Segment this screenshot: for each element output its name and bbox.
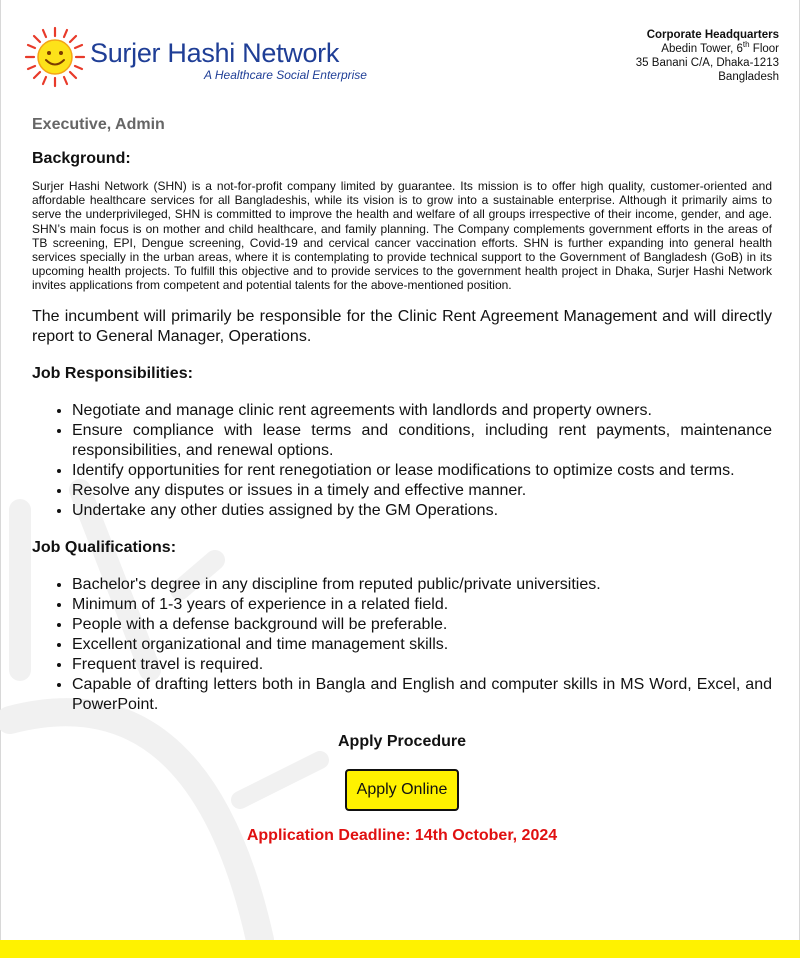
background-text: Surjer Hashi Network (SHN) is a not-for-profit company limited by guarantee. Its mission is to offer high quality, customer-oriented and affordable healthcare services for all Bangladeshis, while its vision is to grow into a sustainable enterprise. Although it primarily aims to serve the underprivileged, SHN is committed to improve the health and welfare of all groups irrespective of their income, gender, and age. SHN’s main focus is on mother and child healthcare, and family planning. The Company complements government efforts in the areas of TB screening, EPI, Dengue screening, Covid-19 and cervical cancer vaccination efforts. SHN is further expanding into general health services specially in the urban areas, where it is contemplating to provide technical support to the Government of Bangladesh (GoB) in its upcoming health projects. To fulfill this objective and to provide services to the government health project in Dhaka, Surjer Hashi Network invites applications from competent and potential talents for the above-mentioned position. (32, 179, 772, 293)
apply-procedure-heading: Apply Procedure (337, 732, 467, 750)
brand-logo (24, 26, 384, 86)
list-item: • People with a defense background will be preferable. (72, 615, 772, 635)
apply-button-wrap (32, 769, 772, 811)
list-item: • Undertake any other duties assigned by the GM Operations. (72, 501, 772, 521)
list-item: • Identify opportunities for rent renegotiation or lease modifications to optimize costs and terms. (72, 461, 772, 481)
footer-yellow-bar (0, 940, 800, 958)
hq-line-3: Bangladesh (718, 71, 779, 83)
list-item: • Negotiate and manage clinic rent agreements with landlords and property owners. (72, 401, 772, 421)
hq-line-1-sup: th (742, 40, 750, 50)
qualifications-list (32, 575, 772, 715)
hq-line-1-text: Abedin Tower, 6 (661, 43, 743, 55)
list-item: • Bachelor's degree in any discipline from reputed public/private universities. (72, 575, 772, 595)
apply-online-button[interactable]: Apply Online (345, 769, 460, 811)
list-item: • Excellent organizational and time management skills. (72, 635, 772, 655)
hq-line-1 (636, 42, 779, 56)
incumbent-text: The incumbent will primarily be responsible for the Clinic Rent Agreement Management and will directly report to General Manager, Operations. (32, 307, 772, 345)
list-item: • Ensure compliance with lease terms and conditions, including rent payments, maintenance responsibilities, and renewal options. (72, 421, 772, 461)
job-title: Executive, Admin (32, 116, 165, 133)
background-heading: Background: (32, 150, 131, 167)
hq-line-2: 35 Banani C/A, Dhaka-1213 (635, 57, 779, 69)
headquarters-address (636, 28, 779, 84)
list-item: • Resolve any disputes or issues in a timely and effective manner. (72, 481, 772, 501)
main-content (32, 116, 772, 845)
list-item: • Frequent travel is required. (72, 655, 772, 675)
application-deadline: Application Deadline: 14th October, 2024 (246, 826, 558, 844)
responsibilities-heading: Job Responsibilities: (32, 364, 193, 382)
smiling-sun-icon (24, 26, 86, 88)
hq-title: Corporate Headquarters (646, 29, 779, 41)
list-item: • Minimum of 1-3 years of experience in a related field. (72, 595, 772, 615)
responsibilities-list (32, 401, 772, 521)
list-item: • Capable of drafting letters both in Bangla and English and computer skills in MS Word, Excel, and PowerPoint. (72, 675, 772, 715)
brand-tagline: A Healthcare Social Enterprise (204, 68, 367, 82)
brand-name: Surjer Hashi Network (90, 38, 340, 68)
hq-line-1-post: Floor (749, 43, 779, 55)
qualifications-heading: Job Qualifications: (32, 538, 177, 556)
